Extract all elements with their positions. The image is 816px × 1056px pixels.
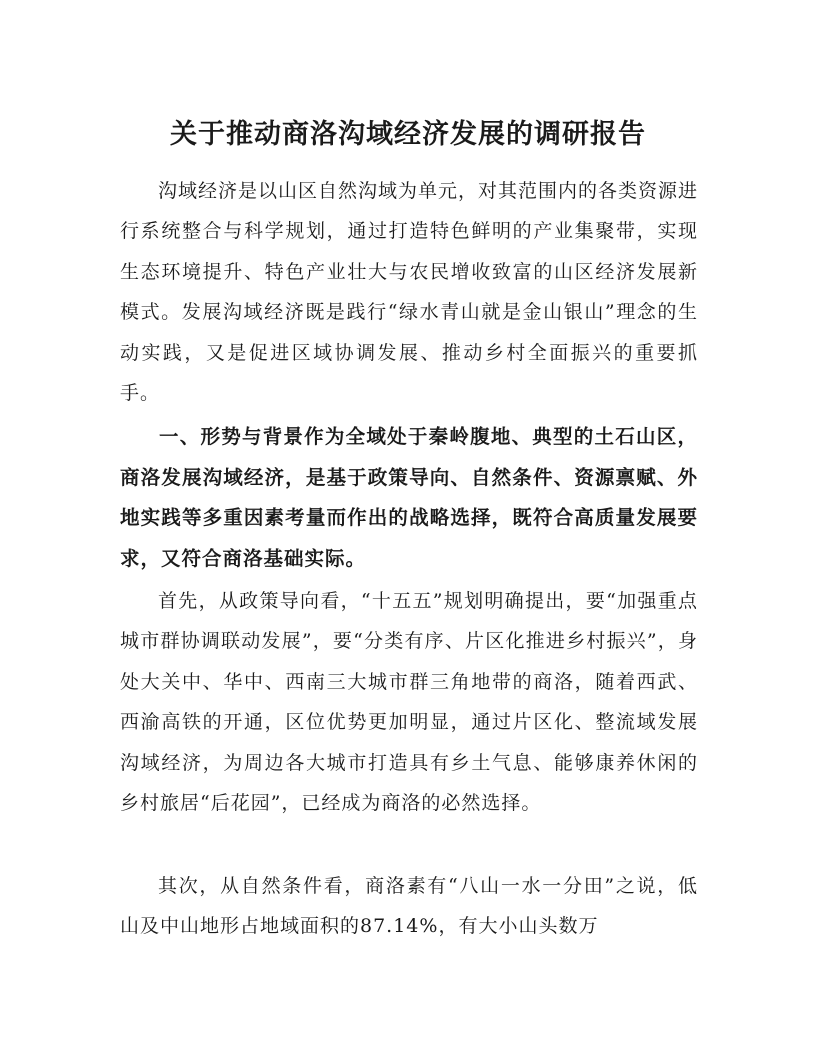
- section-heading-paragraph: 一、形势与背景作为全域处于秦岭腹地、典型的土石山区，商洛发展沟域经济，是基于政策导向、自然条件、资源禀赋、外地实践等多重因素考量而作出的战略选择，既符合高质量发展要求，又符合商洛基础实际。: [120, 425, 698, 570]
- policy-paragraph: 首先，从政策导向看，“十五五”规划明确提出，要“加强重点城市群协调联动发展”，要“分类有序、片区化推进乡村振兴”，身处大关中、华中、西南三大城市群三角地带的商洛，随着西武、西渝高铁的开通，区位优势更加明显，通过片区化、整流域发展沟域经济，为周边各大城市打造具有乡土气息、能够康养休闲的乡村旅居“后花园”，已经成为商洛的必然选择。: [120, 590, 698, 815]
- intro-paragraph: 沟域经济是以山区自然沟域为单元，对其范围内的各类资源进行系统整合与科学规划，通过打造特色鲜明的产业集聚带，实现生态环境提升、特色产业壮大与农民增收致富的山区经济发展新模式。发展沟域经济既是践行“绿水青山就是金山银山”理念的生动实践，又是促进区域协调发展、推动乡村全面振兴的重要抓手。: [120, 180, 699, 405]
- document-title: 关于推动商洛沟域经济发展的调研报告: [170, 119, 646, 150]
- natural-conditions-paragraph: 其次，从自然条件看，商洛素有“八山一水一分田”之说，低山及中山地形占地域面积的87.14%，有大小山头数万: [120, 875, 698, 938]
